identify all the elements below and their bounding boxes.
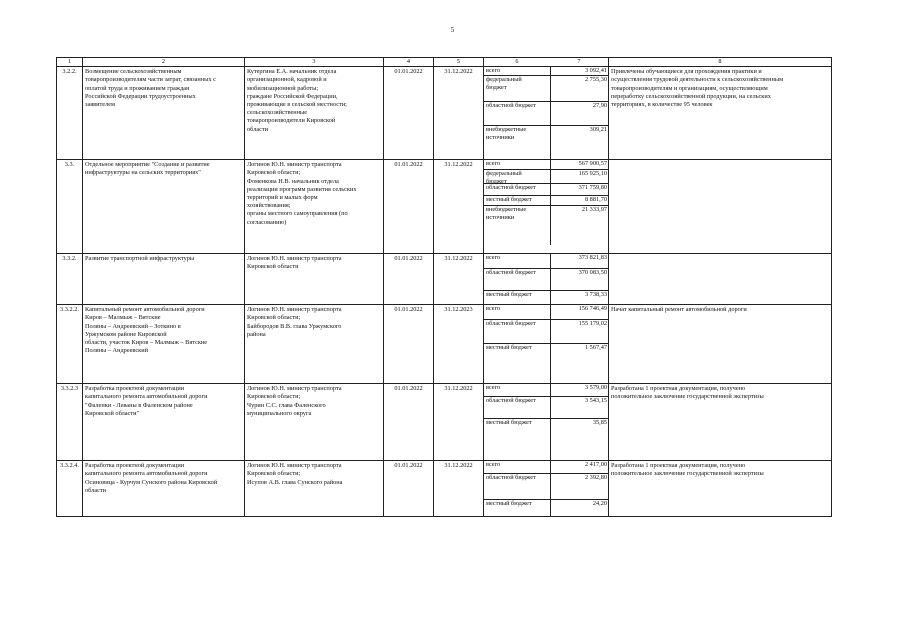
finance-source-label: областной бюджет bbox=[486, 269, 536, 277]
item-start-date: 01.01.2022 bbox=[384, 384, 434, 461]
finance-cell bbox=[484, 305, 609, 384]
finance-source-label: всего bbox=[486, 461, 501, 469]
finance-source-label: федеральный бюджет bbox=[486, 170, 522, 186]
finance-amount: 373 821,83 bbox=[550, 254, 608, 268]
finance-source-label: всего bbox=[486, 254, 501, 262]
table-row bbox=[57, 254, 832, 305]
item-start-date: 01.01.2022 bbox=[384, 305, 434, 384]
finance-row bbox=[484, 254, 608, 268]
table-header-row bbox=[57, 58, 832, 67]
finance-row bbox=[484, 169, 608, 186]
finance-row bbox=[484, 396, 608, 418]
finance-source-label: областной бюджет bbox=[486, 102, 536, 110]
table-row bbox=[57, 67, 832, 160]
item-number: 3.3.2.4. bbox=[57, 461, 83, 517]
item-number: 3.3. bbox=[57, 160, 83, 254]
table-row bbox=[57, 461, 832, 517]
item-name: Разработка проектной документации капитального ремонта автомобильной дороги Осиновица - Курчум Сунского района Кировской области bbox=[83, 461, 245, 517]
item-result: Начат капитальный ремонт автомобильной дороги bbox=[609, 305, 832, 384]
finance-source-label: всего bbox=[486, 384, 501, 392]
finance-amount: 165 925,10 bbox=[550, 170, 608, 183]
header-cell: 3 bbox=[245, 58, 384, 67]
finance-cell bbox=[484, 461, 609, 517]
finance-source-label: всего bbox=[486, 67, 501, 75]
item-result: Привлечены обучающиеся для прохождения практики и осуществления трудовой деятельности к сельскохозяйственным товаропроизводителям и организациям, осуществляющим переработку сельскохозяйственной продукции, на сельских территориях, в количестве 95 человек bbox=[609, 67, 832, 160]
header-cell: 7 bbox=[577, 58, 581, 65]
finance-row bbox=[484, 319, 608, 343]
header-cell: 6 bbox=[515, 58, 519, 65]
finance-amount: 21 333,97 bbox=[550, 206, 608, 245]
item-responsible: Логинов Ю.Н. министр транспорта Кировской области; Байбородов В.В. глава Уржумского района bbox=[245, 305, 384, 384]
finance-amount: 370 083,50 bbox=[550, 269, 608, 290]
finance-amount: 3 092,41 bbox=[550, 67, 608, 75]
item-responsible: Логинов Ю.Н. министр транспорта Кировской области; Исупов А.В. глава Сунского района bbox=[245, 461, 384, 517]
header-cell: 5 bbox=[434, 58, 484, 67]
finance-cell bbox=[484, 160, 609, 254]
item-start-date: 01.01.2022 bbox=[384, 254, 434, 305]
finance-source-label: областной бюджет bbox=[486, 184, 536, 192]
finance-amount: 2 417,00 bbox=[550, 461, 608, 473]
finance-row bbox=[484, 205, 608, 245]
item-name: Возмещение сельскохозяйственным товаропроизводителям части затрат, связанных с оплатой труда и проживанием граждан Российской Федерации трудоустроенных заявителем bbox=[83, 67, 245, 160]
finance-source-label: внебюджетные источники bbox=[486, 126, 527, 142]
finance-row bbox=[484, 384, 608, 396]
table-row bbox=[57, 384, 832, 461]
item-number: 3.3.2.2. bbox=[57, 305, 83, 384]
table-row bbox=[57, 160, 832, 254]
item-number: 3.3.2.3 bbox=[57, 384, 83, 461]
item-result: Разработана 1 проектная документация, получено положительное заключение государственной экспертизы bbox=[609, 461, 832, 517]
item-end-date: 31.12.2022 bbox=[434, 384, 484, 461]
item-result: Разработана 1 проектная документация, получено положительное заключение государственной экспертизы bbox=[609, 384, 832, 461]
finance-source-label: всего bbox=[486, 160, 501, 168]
finance-source-label: областной бюджет bbox=[486, 320, 536, 328]
item-name: Разработка проектной документации капитального ремонта автомобильной дороги "Фаленки - Леваны в Фаленском районе Кировской области" bbox=[83, 384, 245, 461]
item-name: Развитие транспортной инфраструктуры bbox=[83, 254, 245, 305]
item-responsible: Кутергина Е.А. начальник отдела организационной, кадровой и мобилизационной работы; граждане Российской Федерации, проживающие в сельской местности; сельскохозяйственные товаропроизводители Кировской области bbox=[245, 67, 384, 160]
finance-row bbox=[484, 160, 608, 169]
item-end-date: 31.12.2022 bbox=[434, 461, 484, 517]
item-responsible: Логинов Ю.Н. министр транспорта Кировской области; Чурин С.С. глава Фаленского муниципального округа bbox=[245, 384, 384, 461]
header-cell: 4 bbox=[384, 58, 434, 67]
item-end-date: 31.12.2022 bbox=[434, 67, 484, 160]
finance-row bbox=[484, 343, 608, 383]
finance-amount: 1 567,47 bbox=[550, 344, 608, 383]
finance-source-label: областной бюджет bbox=[486, 474, 536, 482]
header-cell bbox=[484, 58, 609, 67]
finance-source-label: местный бюджет bbox=[486, 291, 532, 299]
finance-amount: 3 579,00 bbox=[550, 384, 608, 396]
finance-source-label: местный бюджет bbox=[486, 419, 532, 427]
item-result bbox=[609, 254, 832, 305]
finance-amount: 567 900,57 bbox=[550, 160, 608, 169]
finance-row bbox=[484, 67, 608, 75]
item-responsible: Логинов Ю.Н. министр транспорта Кировской области bbox=[245, 254, 384, 305]
finance-row bbox=[484, 473, 608, 499]
item-result bbox=[609, 160, 832, 254]
finance-source-label: местный бюджет bbox=[486, 196, 532, 204]
finance-amount: 155 179,02 bbox=[550, 320, 608, 343]
finance-source-label: всего bbox=[486, 305, 501, 313]
finance-row bbox=[484, 461, 608, 473]
item-end-date: 31.12.2022 bbox=[434, 254, 484, 305]
finance-amount: 2 392,80 bbox=[550, 474, 608, 499]
program-table bbox=[56, 57, 832, 517]
finance-row bbox=[484, 418, 608, 460]
finance-row bbox=[484, 195, 608, 205]
finance-amount: 27,90 bbox=[550, 102, 608, 125]
finance-row bbox=[484, 125, 608, 159]
finance-row bbox=[484, 268, 608, 290]
finance-amount: 8 881,70 bbox=[550, 196, 608, 205]
item-start-date: 01.01.2022 bbox=[384, 67, 434, 160]
finance-row bbox=[484, 290, 608, 304]
item-end-date: 31.12.2022 bbox=[434, 160, 484, 254]
table-row bbox=[57, 305, 832, 384]
finance-row bbox=[484, 75, 608, 101]
finance-amount: 156 746,49 bbox=[550, 305, 608, 319]
finance-source-label: внебюджетные источники bbox=[486, 206, 527, 222]
finance-amount: 309,21 bbox=[550, 126, 608, 159]
item-name: Отдельное мероприятие "Создание и развитие инфраструктуры на сельских территориях" bbox=[83, 160, 245, 254]
item-end-date: 31.12.2023 bbox=[434, 305, 484, 384]
finance-cell bbox=[484, 254, 609, 305]
item-number: 3.2.2. bbox=[57, 67, 83, 160]
finance-cell bbox=[484, 67, 609, 160]
finance-source-label: федеральный бюджет bbox=[486, 76, 522, 92]
finance-amount: 35,85 bbox=[550, 419, 608, 460]
header-cell: 1 bbox=[57, 58, 83, 67]
finance-row bbox=[484, 101, 608, 125]
item-name: Капитальный ремонт автомобильной дороги Киров – Малмыж – Вятские Поляны – Андреевский – Зоткино в Уржумском районе Кировской области, участок Киров – Малмыж – Вятские Поляны – Андреевский bbox=[83, 305, 245, 384]
finance-source-label: местный бюджет bbox=[486, 344, 532, 352]
finance-amount: 24,20 bbox=[550, 500, 608, 516]
finance-row bbox=[484, 305, 608, 319]
finance-amount: 2 755,30 bbox=[550, 76, 608, 101]
item-start-date: 01.01.2022 bbox=[384, 160, 434, 254]
finance-row bbox=[484, 183, 608, 195]
item-start-date: 01.01.2022 bbox=[384, 461, 434, 517]
item-number: 3.3.2. bbox=[57, 254, 83, 305]
finance-source-label: местный бюджет bbox=[486, 500, 532, 508]
item-responsible: Логинов Ю.Н. министр транспорта Кировской области; Фоменкова Н.В. начальник отдела реализации программ развития сельских территорий и малых форм хозяйствования; органы местного самоуправления (по согласованию) bbox=[245, 160, 384, 254]
finance-cell bbox=[484, 384, 609, 461]
finance-amount: 3 738,33 bbox=[550, 291, 608, 304]
finance-amount: 3 543,15 bbox=[550, 397, 608, 418]
finance-source-label: областной бюджет bbox=[486, 397, 536, 405]
header-cell: 8 bbox=[609, 58, 832, 67]
finance-row bbox=[484, 499, 608, 516]
header-cell: 2 bbox=[83, 58, 245, 67]
finance-amount: 371 759,80 bbox=[550, 184, 608, 195]
page-number: 5 bbox=[450, 26, 455, 34]
